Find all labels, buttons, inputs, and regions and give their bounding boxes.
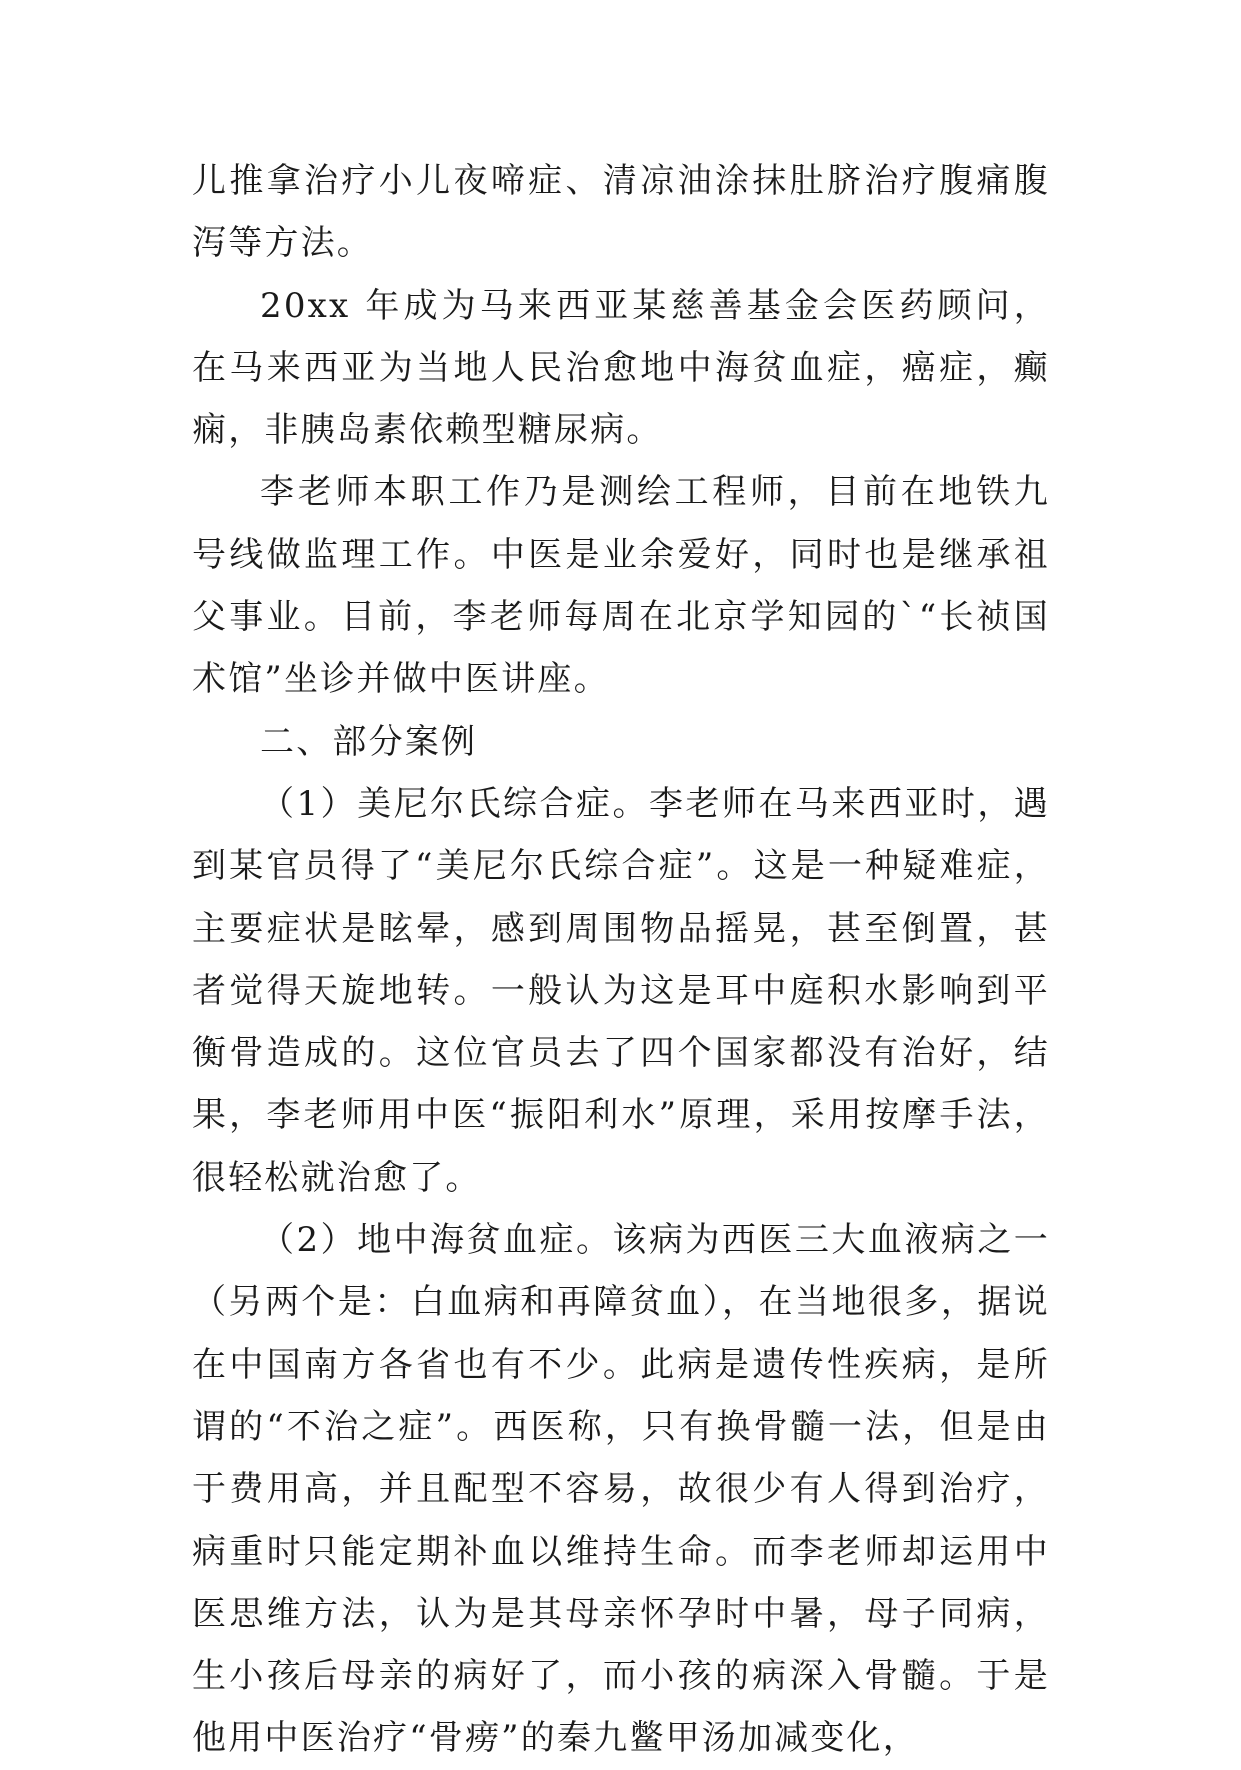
paragraph-case-thalassemia: （2）地中海贫血症。该病为西医三大血液病之一（另两个是：白血病和再障贫血），在当地很多，据说在中国南方各省也有不少。此病是遗传性疾病，是所谓的“不治之症”。西医称，只有换骨髓一法，但是由于费用高，并且配型不容易，故很少有人得到治疗，病重时只能定期补血以维持生命。而李老师却运用中医思维方法，认为是其母亲怀孕时中暑，母子同病，生小孩后母亲的病好了，而小孩的病深入骨髓。于是他用中医治疗“骨痨”的秦九鳖甲汤加减变化， — [192, 1220, 1050, 1759]
paragraph-massage-methods: 儿推拿治疗小儿夜啼症、清凉油涂抹肚脐治疗腹痛腹泻等方法。 — [192, 161, 1050, 264]
paragraph-malaysia-consultant: 20xx 年成为马来西亚某慈善基金会医药顾问，在马来西亚为当地人民治愈地中海贫血症，癌症，癫痫，非胰岛素依赖型糖尿病。 — [192, 285, 1050, 451]
section-heading-cases: 二、部分案例 — [260, 721, 478, 762]
paragraph-case-meniere: （1）美尼尔氏综合症。李老师在马来西亚时，遇到某官员得了“美尼尔氏综合症”。这是一种疑难症，主要症状是眩晕，感到周围物品摇晃，甚至倒置，甚者觉得天旋地转。一般认为这是耳中庭积水影响到平衡骨造成的。这位官员去了四个国家都没有治好，结果，李老师用中医“振阳利水”原理，采用按摩手法，很轻松就治愈了。 — [192, 783, 1050, 1198]
body-text — [192, 150, 1050, 1770]
paragraph-occupation: 李老师本职工作乃是测绘工程师，目前在地铁九号线做监理工作。中医是业余爱好，同时也是继承祖父事业。目前，李老师每周在北京学知园的`“长祯国术馆”坐诊并做中医讲座。 — [192, 472, 1050, 700]
